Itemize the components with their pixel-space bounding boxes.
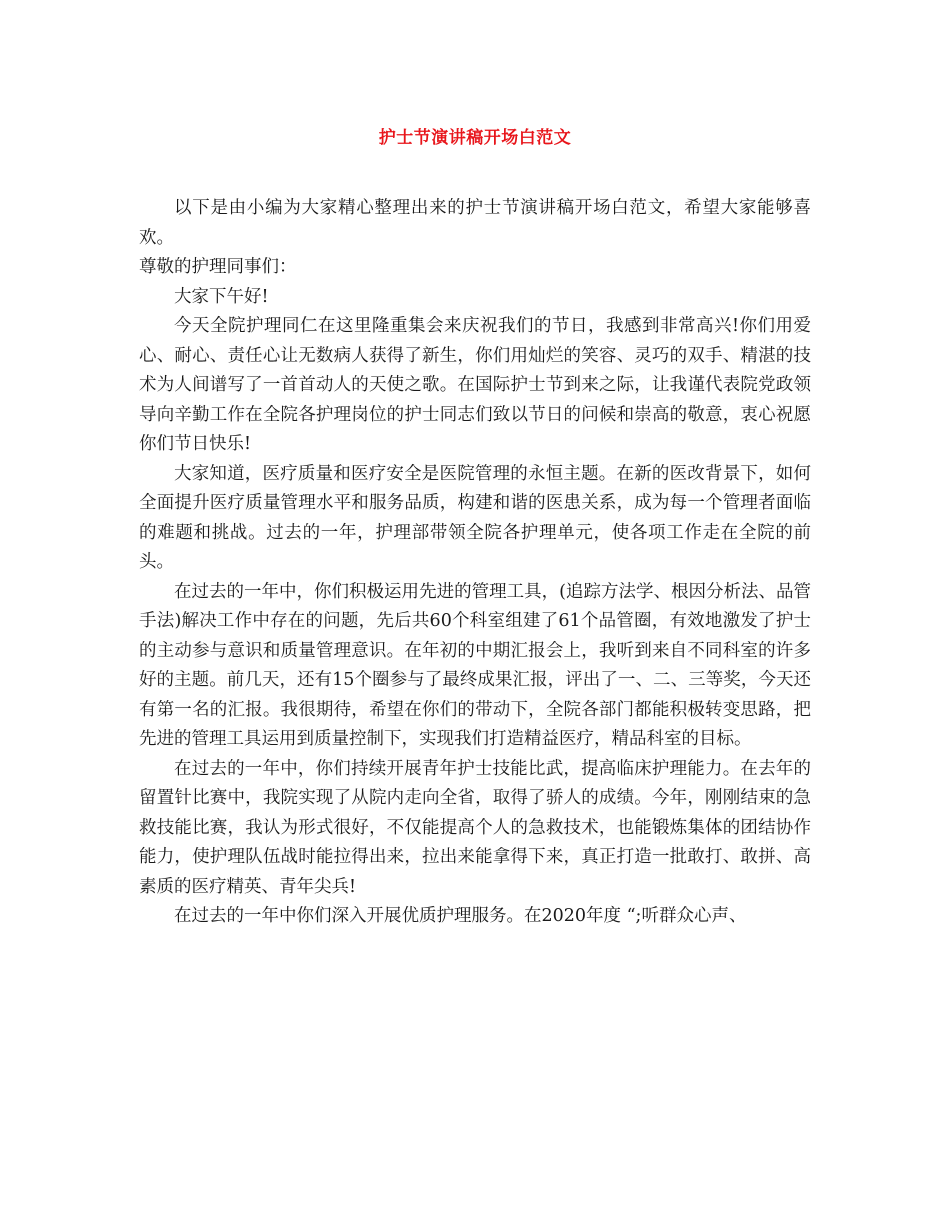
document-body bbox=[139, 194, 811, 932]
paragraph-greeting: 大家下午好! bbox=[174, 286, 269, 307]
paragraph-body: 在过去的一年中你们深入开展优质护理服务。在2020年度 “;听群众心声、 bbox=[174, 906, 747, 926]
paragraph-intro: 以下是由小编为大家精心整理出来的护士节演讲稿开场白范文，希望大家能够喜欢。 bbox=[139, 198, 811, 248]
paragraph-body: 大家知道，医疗质量和医疗安全是医院管理的永恒主题。在新的医改背景下，如何全面提升医疗质量管理水平和服务品质，构建和谐的医患关系，成为每一个管理者面临的难题和挑战。过去的一年，护理部带领全院各护理单元，使各项工作走在全院的前头。 bbox=[139, 463, 811, 572]
paragraph-body: 在过去的一年中，你们持续开展青年护士技能比武，提高临床护理能力。在去年的留置针比赛中，我院实现了从院内走向全省，取得了骄人的成绩。今年，刚刚结束的急救技能比赛，我认为形式很好，不仅能提高个人的急救技术，也能锻炼集体的团结协作能力，使护理队伍战时能拉得出来，拉出来能拿得下来，真正打造一批敢打、敢拼、高素质的医疗精英、青年尖兵! bbox=[139, 758, 811, 897]
document-title: 护士节演讲稿开场白范文 bbox=[378, 128, 572, 148]
paragraph-body: 今天全院护理同仁在这里隆重集会来庆祝我们的节日，我感到非常高兴!你们用爱心、耐心、责任心让无数病人获得了新生，你们用灿烂的笑容、灵巧的双手、精湛的技术为人间谱写了一首首动人的天使之歌。在国际护士节到来之际，让我谨代表院党政领导向辛勤工作在全院各护理岗位的护士同志们致以节日的问候和崇高的敬意，衷心祝愿你们节日快乐! bbox=[139, 316, 811, 454]
paragraph-salutation: 尊敬的护理同事们： bbox=[139, 257, 297, 277]
paragraph-body: 在过去的一年中，你们积极运用先进的管理工具，(追踪方法学、根因分析法、品管手法)解决工作中存在的问题，先后共60个科室组建了61个品管圈，有效地激发了护士的主动参与意识和质量管理意识。在年初的中期汇报会上，我听到来自不同科室的许多好的主题。前几天，还有15个圈参与了最终成果汇报，评出了一、二、三等奖，今天还有第一名的汇报。我很期待，希望在你们的带动下，全院各部门都能积极转变思路，把先进的管理工具运用到质量控制下，实现我们打造精益医疗，精品科室的目标。 bbox=[139, 581, 811, 749]
